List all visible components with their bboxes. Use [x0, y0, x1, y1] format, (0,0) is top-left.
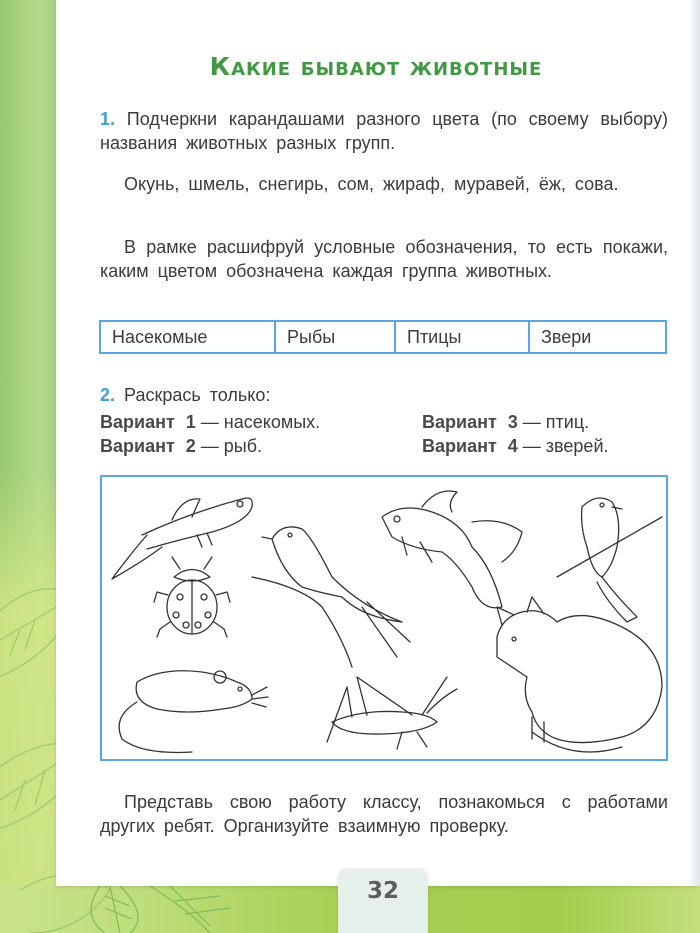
ladybug-icon[interactable]	[154, 557, 230, 637]
grasshopper-icon[interactable]	[327, 677, 457, 749]
legend-cell-fish[interactable]: Рыбы	[276, 322, 396, 352]
swallow-icon[interactable]	[252, 527, 410, 667]
task2-instruction-text: Раскрась только:	[124, 385, 271, 405]
page-title: Какие бывают животные	[209, 52, 543, 81]
legend-cell-birds[interactable]: Птицы	[396, 322, 530, 352]
footer-instruction: Представь свою работу классу, познакомься с работами других ребят. Организуйте взаимную проверку.	[100, 792, 668, 836]
legend-instruction: В рамке расшифруй условные обозначения, то есть покажи, каким цветом обозначена каждая группа животных.	[100, 237, 668, 281]
animals-list: Окунь, шмель, снегирь, сом, жираф, муравей, ёж, сова.	[124, 174, 619, 194]
page-number: 32	[366, 878, 399, 904]
workbook-page	[56, 0, 696, 886]
variant-1: Вариант 1 — насекомых.	[100, 412, 321, 432]
task1-number: 1.	[100, 109, 116, 129]
tit-bird-icon[interactable]	[557, 498, 662, 622]
task2-number: 2.	[100, 385, 116, 405]
legend-cell-insects[interactable]: Насекомые	[101, 322, 276, 352]
page-number-tab	[338, 870, 428, 933]
cat-icon[interactable]	[497, 597, 662, 752]
legend-cell-mammals[interactable]: Звери	[541, 327, 592, 347]
task1-instruction-text: Подчеркни карандашами разного цвета (по своему выбору) названия животных разных групп.	[100, 109, 668, 153]
task2-instruction	[100, 383, 668, 407]
task1-instruction	[100, 107, 668, 155]
variant-3: Вариант 3 — птиц.	[422, 412, 590, 432]
page-edge-shadow	[688, 0, 700, 886]
leaf-decoration-icon	[60, 886, 280, 933]
coloring-picture-frame	[100, 475, 668, 761]
variant-2: Вариант 2 — рыб.	[100, 436, 263, 456]
fish-swordtail-icon[interactable]	[112, 498, 252, 579]
variant-4: Вариант 4 — зверей.	[422, 436, 609, 456]
legend-table	[99, 320, 667, 354]
goldfish-icon[interactable]	[382, 491, 522, 608]
mouse-icon[interactable]	[119, 671, 268, 753]
